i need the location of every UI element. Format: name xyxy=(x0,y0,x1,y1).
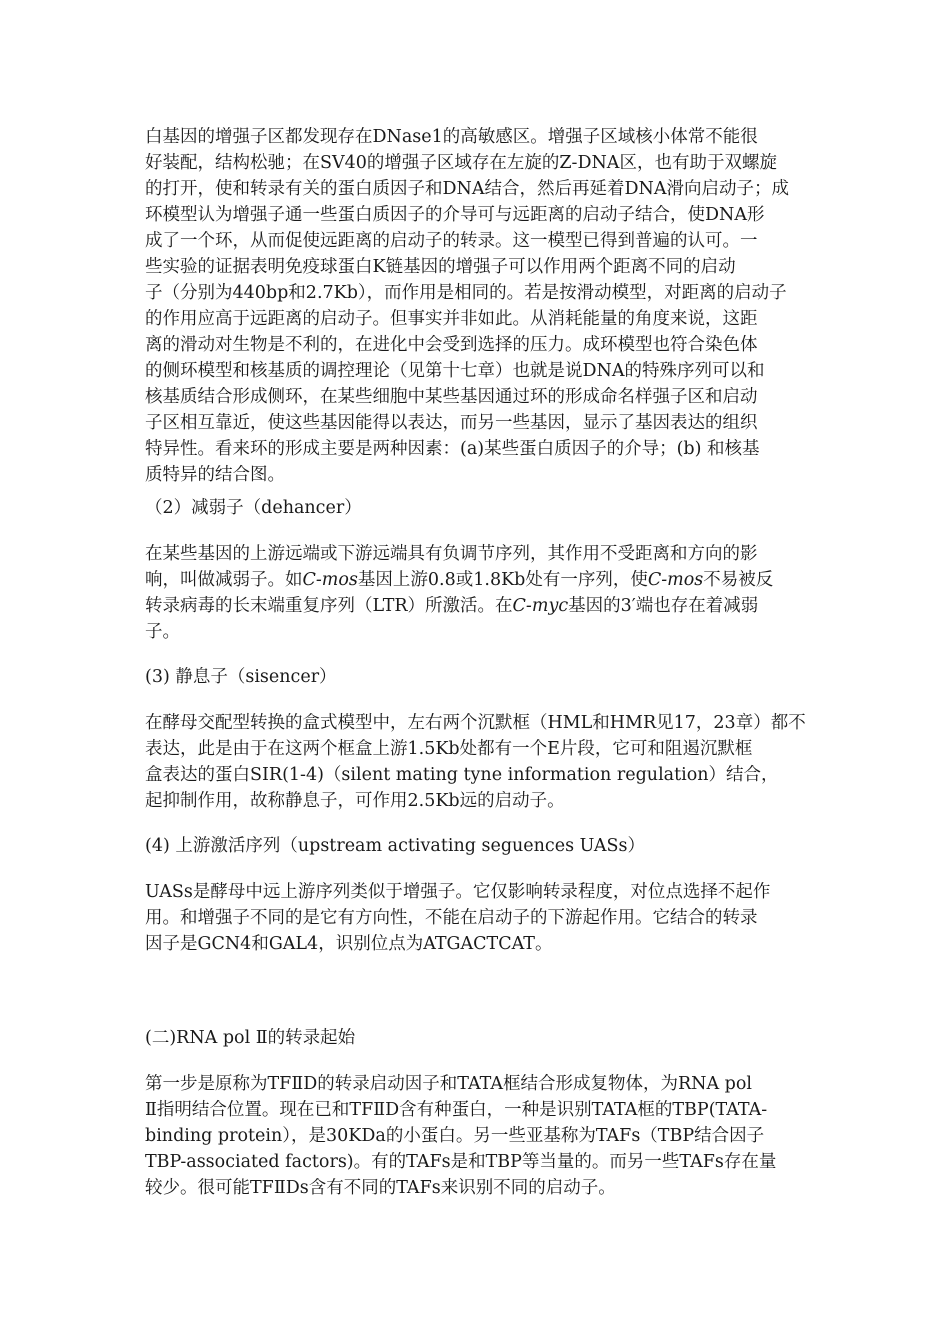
text-line: 在某些基因的上游远端或下游远端具有负调节序列，其作用不受距离和方向的影 xyxy=(145,544,758,564)
paragraph-uas xyxy=(145,879,817,957)
text-line: 较少。很可能TFⅡDs含有不同的TAFs来识别不同的启动子。 xyxy=(145,1178,616,1198)
text-line: 子（分别为440bp和2.7Kb），而作用是相同的。若是按滑动模型，对距离的启动子 xyxy=(145,283,787,303)
gene-name: C-mos xyxy=(647,570,704,590)
paragraph-dehancer xyxy=(145,541,817,645)
text-line: 好装配，结构松驰；在SV40的增强子区域存在左旋的Z-DNA区，也有助于双螺旋 xyxy=(145,153,777,173)
section-heading-uas: (4) 上游激活序列（upstream activating seguences UASs） xyxy=(145,836,645,856)
text-line: 成了一个环，从而促使远距离的启动子的转录。这一模型已得到普遍的认可。一 xyxy=(145,231,758,251)
text-line: 质特异的结合图。 xyxy=(145,465,285,485)
text-line: 子。 xyxy=(145,622,180,642)
text-line: 子区相互靠近，使这些基因能得以表达，而另一些基因，显示了基因表达的组织 xyxy=(145,413,758,433)
text-line: UASs是酵母中远上游序列类似于增强子。它仅影响转录程度，对位点选择不起作 xyxy=(145,882,771,902)
text-line: Ⅱ指明结合位置。现在已和TFⅡD含有种蛋白，一种是识别TATA框的TBP(TATA- xyxy=(145,1100,768,1120)
text-run: 基因上游0.8或1.8Kb处有一序列，使 xyxy=(357,570,648,590)
text-line: 盒表达的蛋白SIR(1-4)（silent mating tyne information regulation）结合， xyxy=(145,765,779,785)
paragraph-enhancer-looping xyxy=(145,124,817,488)
text-run: 不易被反 xyxy=(703,570,774,590)
text-line xyxy=(145,593,817,619)
text-line: 特异性。看来环的形成主要是两种因素：(a)某些蛋白质因子的介导；(b) 和核基 xyxy=(145,439,760,459)
section-heading-dehancer: （2）减弱子（dehancer） xyxy=(145,498,362,518)
section-heading-transcription-initiation: (二)RNA pol Ⅱ的转录起始 xyxy=(145,1028,356,1048)
text-line: 的打开，使和转录有关的蛋白质因子和DNA结合，然后再延着DNA滑向启动子；成 xyxy=(145,179,789,199)
text-line: 核基质结合形成侧环，在某些细胞中某些基因通过环的形成命名样强子区和启动 xyxy=(145,387,758,407)
text-line: 的侧环模型和核基质的调控理论（见第十七章）也就是说DNA的特殊序列可以和 xyxy=(145,361,765,381)
text-line: 离的滑动对生物是不利的，在进化中会受到选择的压力。成环模型也符合染色体 xyxy=(145,335,758,355)
paragraph-silencer xyxy=(145,710,817,814)
text-line: 白基因的增强子区都发现存在DNase1的高敏感区。增强子区域核小体常不能很 xyxy=(145,127,758,147)
gene-name: C-myc xyxy=(512,596,569,616)
text-line: 第一步是原称为TFⅡD的转录启动因子和TATA框结合形成复物体，为RNA pol xyxy=(145,1074,753,1094)
text-run: 响，叫做减弱子。如 xyxy=(145,570,303,590)
text-run: 转录病毒的长末端重复序列（LTR）所激活。在 xyxy=(145,596,513,616)
text-run: 基因的3′端也存在着减弱 xyxy=(568,596,759,616)
text-line: 因子是GCN4和GAL4，识别位点为ATGACTCAT。 xyxy=(145,934,553,954)
text-line: binding protein），是30KDa的小蛋白。另一些亚基称为TAFs（TBP结合因子 xyxy=(145,1126,765,1146)
text-line: TBP-associated factors)。有的TAFs是和TBP等当量的。而另一些TAFs存在量 xyxy=(145,1152,777,1172)
text-line: 用。和增强子不同的是它有方向性，不能在启动子的下游起作用。它结合的转录 xyxy=(145,908,758,928)
text-line: 在酵母交配型转换的盒式模型中，左右两个沉默框（HML和HMR见17，23章）都不 xyxy=(145,713,806,733)
text-line xyxy=(145,567,817,593)
text-line: 的作用应高于远距离的启动子。但事实并非如此。从消耗能量的角度来说，这距 xyxy=(145,309,758,329)
gene-name: C-mos xyxy=(302,570,358,590)
text-line: 表达，此是由于在这两个框盒上游1.5Kb处都有一个E片段，它可和阻遏沉默框 xyxy=(145,739,753,759)
section-heading-silencer: (3) 静息子（sisencer） xyxy=(145,667,337,687)
text-line: 些实验的证据表明免疫球蛋白K链基因的增强子可以作用两个距离不同的启动 xyxy=(145,257,736,277)
text-line: 环模型认为增强子通一些蛋白质因子的介导可与远距离的启动子结合，使DNA形 xyxy=(145,205,765,225)
text-line: 起抑制作用，故称静息子，可作用2.5Kb远的启动子。 xyxy=(145,791,565,811)
paragraph-transcription-initiation xyxy=(145,1071,817,1201)
